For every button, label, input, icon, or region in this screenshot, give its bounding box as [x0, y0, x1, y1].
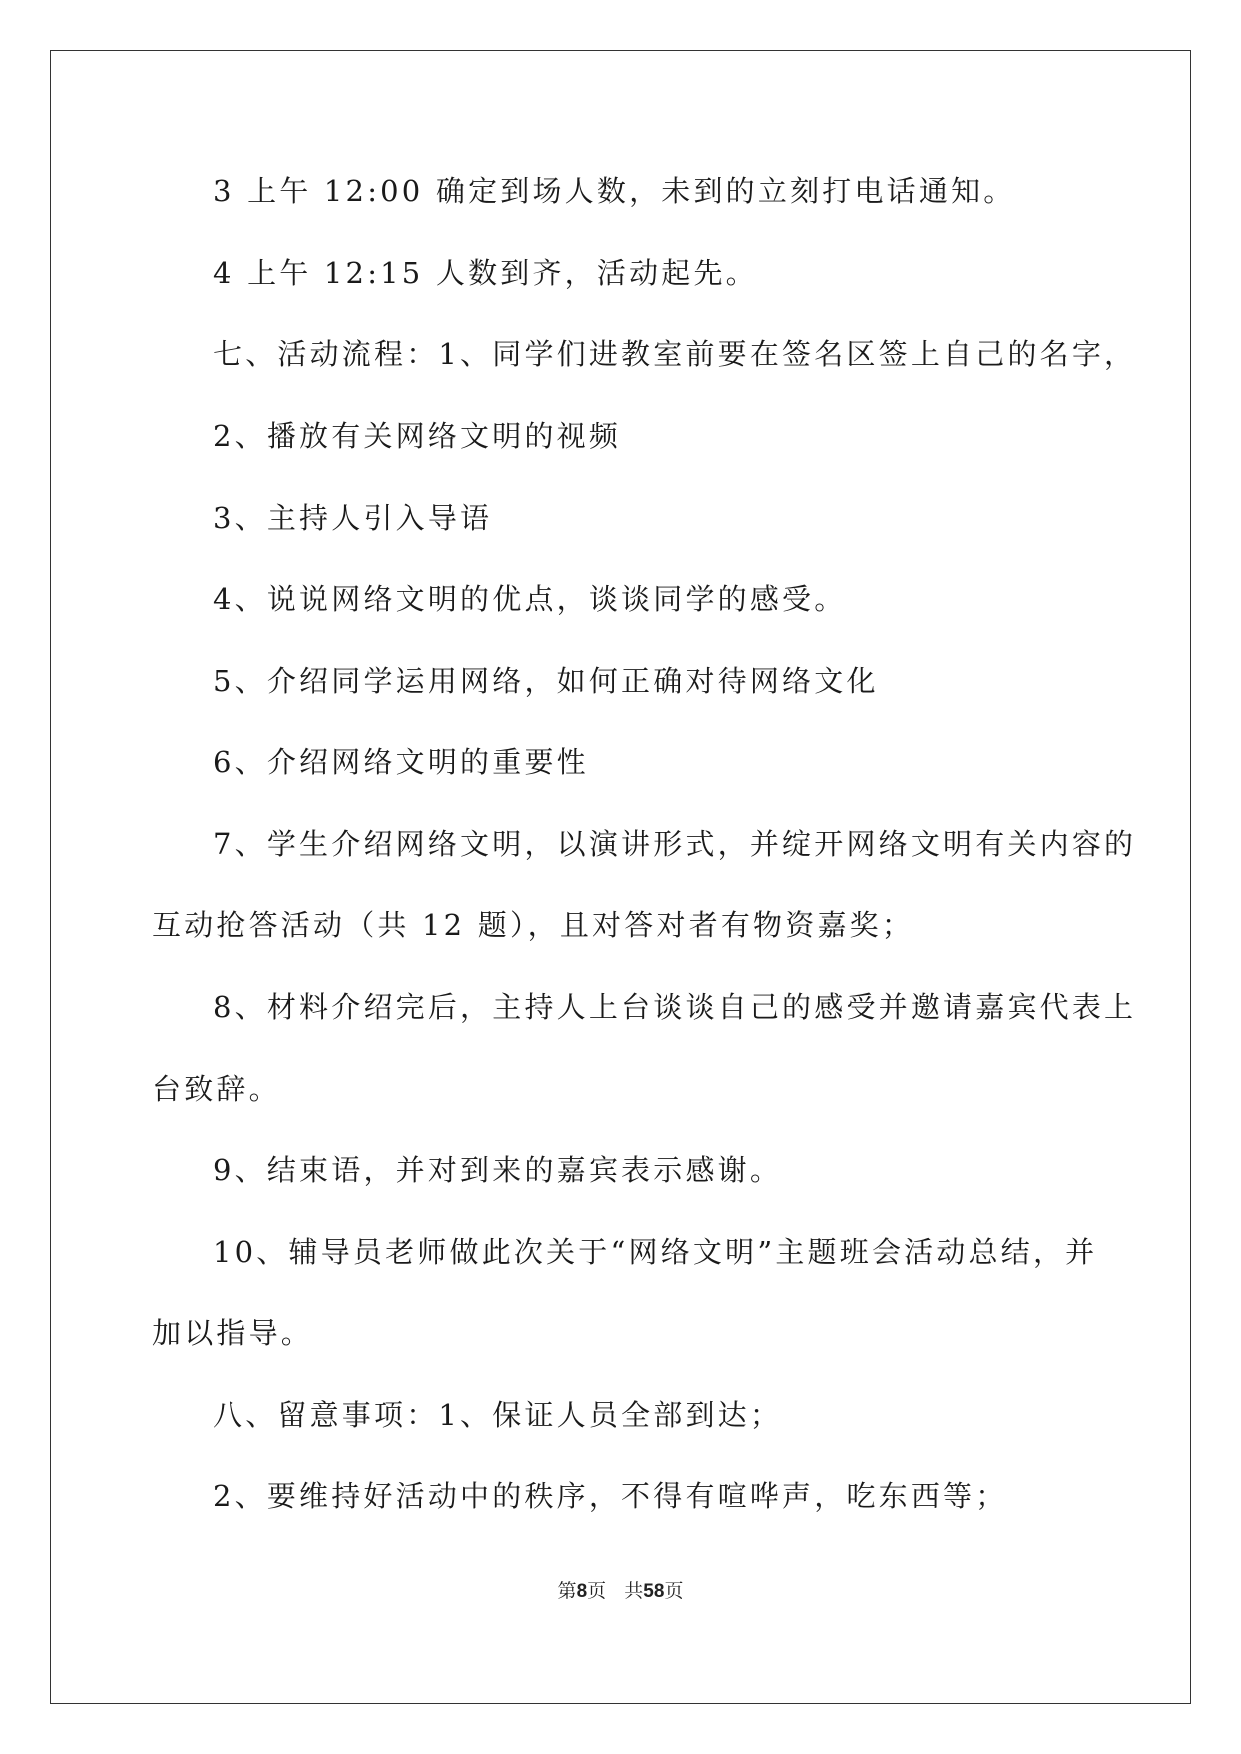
paragraph-12: 10、辅导员老师做此次关于“网络文明”主题班会活动总结，并 [213, 1235, 1098, 1269]
paragraph-9-cont: 互动抢答活动（共 12 题），且对答对者有物资嘉奖； [152, 908, 915, 942]
paragraph-10: 8、材料介绍完后，主持人上台谈谈自己的感受并邀请嘉宾代表上 [213, 990, 1137, 1024]
page-frame [50, 50, 1191, 1704]
paragraph-1: 3 上午 12:00 确定到场人数，未到的立刻打电话通知。 [213, 174, 1016, 208]
page-suffix: 页 [587, 1580, 607, 1602]
paragraph-11: 9、结束语，并对到来的嘉宾表示感谢。 [213, 1153, 783, 1187]
page-number: 8 [576, 1581, 588, 1602]
paragraph-5: 3、主持人引入导语 [213, 501, 493, 535]
paragraph-10-cont: 台致辞。 [152, 1072, 281, 1106]
paragraph-8: 6、介绍网络文明的重要性 [213, 745, 589, 779]
page-footer [0, 1579, 1241, 1604]
total-prefix: 共 [624, 1580, 644, 1602]
paragraph-7: 5、介绍同学运用网络，如何正确对待网络文化 [213, 664, 879, 698]
paragraph-3: 七、活动流程：1、同学们进教室前要在签名区签上自己的名字， [213, 337, 1137, 371]
paragraph-4: 2、播放有关网络文明的视频 [213, 419, 622, 453]
paragraph-14: 2、要维持好活动中的秩序，不得有喧哗声，吃东西等； [213, 1479, 1008, 1513]
paragraph-6: 4、说说网络文明的优点，谈谈同学的感受。 [213, 582, 847, 616]
total-suffix: 页 [664, 1580, 684, 1602]
page-prefix: 第 [557, 1580, 577, 1602]
total-pages: 58 [643, 1581, 665, 1602]
paragraph-13: 八、留意事项：1、保证人员全部到达； [213, 1398, 783, 1432]
paragraph-2: 4 上午 12:15 人数到齐，活动起先。 [213, 256, 758, 290]
paragraph-12-cont: 加以指导。 [152, 1316, 314, 1350]
paragraph-9: 7、学生介绍网络文明，以演讲形式，并绽开网络文明有关内容的 [213, 827, 1137, 861]
